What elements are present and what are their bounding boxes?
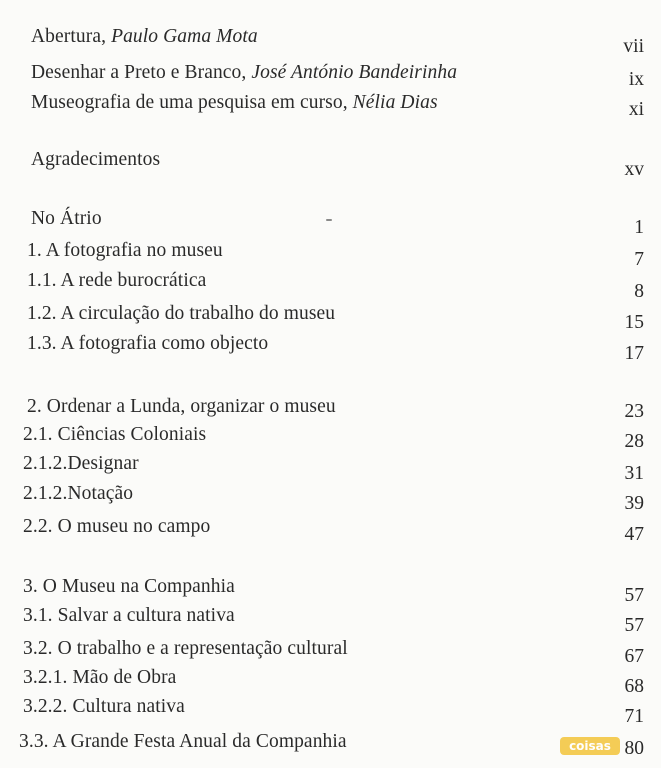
toc-entry-text xyxy=(23,637,348,661)
toc-entry-text xyxy=(23,575,235,599)
toc-page-number: 67 xyxy=(624,646,644,667)
toc-entry-text xyxy=(23,666,176,690)
toc-entry-title: 3.2.1. Mão de Obra xyxy=(23,667,177,688)
toc-entry-title: 3.3. A Grande Festa Anual da Companhia xyxy=(19,731,347,752)
toc-entry-text xyxy=(23,423,206,447)
toc-entry-title: 1. A fotografia no museu xyxy=(27,240,223,261)
toc-entry-text xyxy=(23,515,210,539)
toc-page-number: 47 xyxy=(624,524,644,545)
toc-entry-title: 1.3. A fotografia como objecto xyxy=(27,333,269,354)
toc-entry-title: 1.1. A rede burocrática xyxy=(27,270,207,291)
toc-entry-title: No Átrio xyxy=(31,208,102,229)
toc-entry-title: 2. Ordenar a Lunda, organizar o museu xyxy=(27,396,336,417)
toc-entry-text xyxy=(27,395,336,419)
toc-page-number: 39 xyxy=(624,493,644,514)
toc-page-number: 57 xyxy=(624,615,644,636)
toc-page-number: 28 xyxy=(624,431,644,452)
toc-entry-title: 3. O Museu na Companhia xyxy=(23,576,235,597)
toc-entry-text xyxy=(23,452,139,476)
toc-entry-text xyxy=(27,269,206,293)
toc-page-number: 68 xyxy=(624,676,644,697)
toc-entry-text xyxy=(23,482,133,506)
toc-entry-text xyxy=(27,302,335,326)
toc-entry-text xyxy=(27,239,223,263)
toc-page-number: 31 xyxy=(624,463,644,484)
toc-entry-title: 3.1. Salvar a cultura nativa xyxy=(23,605,235,626)
toc-page-number: 17 xyxy=(624,343,644,364)
toc-entry-author: Nélia Dias xyxy=(352,92,438,113)
ink-smudge xyxy=(326,219,332,221)
toc-page-number: 57 xyxy=(624,585,644,606)
toc-entry-title: Museografia de uma pesquisa em curso, xyxy=(31,92,353,113)
toc-entry-title: 3.2.2. Cultura nativa xyxy=(23,696,185,717)
toc-entry-text xyxy=(27,332,268,356)
toc-entry-text xyxy=(23,604,235,628)
toc-entry-text xyxy=(19,730,347,754)
toc-page-number: 71 xyxy=(624,706,644,727)
toc-entry-title: 3.2. O trabalho e a representação cultural xyxy=(23,638,348,659)
toc-entry-title: 1.2. A circulação do trabalho do museu xyxy=(27,303,336,324)
toc-page-number: 7 xyxy=(634,249,644,270)
toc-entry-text xyxy=(31,91,438,115)
toc-entry-text xyxy=(31,61,457,85)
toc-page-number: vii xyxy=(623,36,644,57)
toc-entry-text xyxy=(31,148,160,172)
watermark-badge: coisas xyxy=(560,737,620,755)
toc-entry-title: 2.1.2.Designar xyxy=(23,453,139,474)
toc-page-number: xi xyxy=(628,99,644,120)
toc-entry-text xyxy=(23,695,185,719)
toc-page-number: 1 xyxy=(634,217,644,238)
toc-entry-title: 2.1. Ciências Coloniais xyxy=(23,424,207,445)
toc-entry-title: 2.2. O museu no campo xyxy=(23,516,211,537)
toc-entry-text xyxy=(31,207,102,231)
toc-entry-title: 2.1.2.Notação xyxy=(23,483,134,504)
toc-page-number: 8 xyxy=(634,281,644,302)
toc-entry-author: José António Bandeirinha xyxy=(251,62,458,83)
toc-page-number: xv xyxy=(624,159,644,180)
toc-entry-author: Paulo Gama Mota xyxy=(111,26,258,47)
toc-page-number: 23 xyxy=(624,401,644,422)
toc-page-number: 80 xyxy=(624,738,644,759)
toc-entry-title: Desenhar a Preto e Branco, xyxy=(31,62,252,83)
toc-page-number: ix xyxy=(628,69,644,90)
toc-entry-title: Agradecimentos xyxy=(31,149,161,170)
toc-entry-title: Abertura, xyxy=(31,26,112,47)
toc-page-number: 15 xyxy=(624,312,644,333)
